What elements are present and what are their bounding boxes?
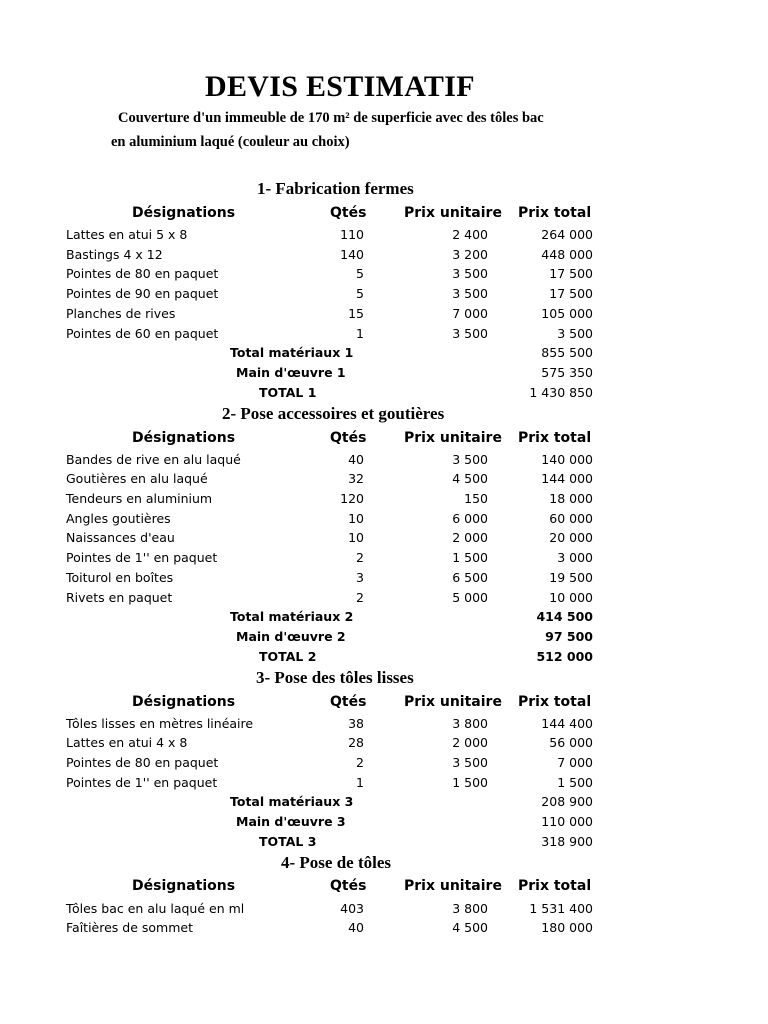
header-prix-unitaire: Prix unitaire — [404, 694, 502, 710]
main-oeuvre-row — [0, 814, 768, 833]
qte: 110 — [340, 227, 364, 242]
table-row — [0, 775, 768, 794]
qte: 40 — [348, 452, 364, 467]
qte: 5 — [356, 286, 364, 301]
header-prix-unitaire: Prix unitaire — [404, 430, 502, 446]
qte: 403 — [340, 901, 364, 916]
prix-total: 19 500 — [549, 570, 593, 585]
table-row — [0, 471, 768, 490]
qte: 2 — [356, 550, 364, 565]
qte: 140 — [340, 247, 364, 262]
prix-total: 448 000 — [541, 247, 593, 262]
total-label: TOTAL 2 — [259, 649, 317, 664]
prix-unitaire: 1 500 — [452, 775, 488, 790]
table-row — [0, 570, 768, 589]
designation: Toiturol en boîtes — [66, 570, 174, 585]
prix-unitaire: 3 500 — [452, 326, 488, 341]
designation: Pointes de 1'' en paquet — [66, 775, 218, 790]
prix-total: 105 000 — [541, 306, 593, 321]
header-qtes: Qtés — [330, 694, 367, 710]
total-label: Main d'œuvre 1 — [236, 365, 346, 380]
total-row — [0, 649, 768, 668]
section-3-header — [0, 694, 768, 713]
table-row — [0, 286, 768, 305]
total-label: Total matériaux 1 — [230, 345, 354, 360]
prix-unitaire: 3 500 — [452, 266, 488, 281]
total-label: TOTAL 1 — [259, 385, 317, 400]
total-value: 512 000 — [536, 649, 593, 664]
prix-unitaire: 6 000 — [452, 511, 488, 526]
prix-total: 7 000 — [557, 755, 593, 770]
total-value: 208 900 — [541, 794, 593, 809]
prix-unitaire: 6 500 — [452, 570, 488, 585]
designation: Faîtières de sommet — [66, 920, 193, 935]
qte: 1 — [356, 326, 364, 341]
prix-unitaire: 7 000 — [452, 306, 488, 321]
designation: Rivets en paquet — [66, 590, 173, 605]
designation: Pointes de 1'' en paquet — [66, 550, 218, 565]
total-materiaux-row — [0, 345, 768, 364]
prix-total: 3 000 — [557, 550, 593, 565]
designation: Goutières en alu laqué — [66, 471, 208, 486]
prix-unitaire: 3 800 — [452, 901, 488, 916]
prix-unitaire: 2 400 — [452, 227, 488, 242]
table-row — [0, 920, 768, 939]
prix-total: 60 000 — [549, 511, 593, 526]
prix-unitaire: 4 500 — [452, 920, 488, 935]
total-value: 318 900 — [541, 834, 593, 849]
table-row — [0, 755, 768, 774]
prix-total: 1 500 — [557, 775, 593, 790]
page-title: DEVIS ESTIMATIF — [205, 70, 475, 103]
designation: Bastings 4 x 12 — [66, 247, 163, 262]
designation: Pointes de 80 en paquet — [66, 755, 219, 770]
table-row — [0, 452, 768, 471]
total-label: Main d'œuvre 2 — [236, 629, 346, 644]
total-value: 855 500 — [541, 345, 593, 360]
total-label: Total matériaux 2 — [230, 609, 354, 624]
prix-total: 264 000 — [541, 227, 593, 242]
qte: 38 — [348, 716, 364, 731]
total-row — [0, 385, 768, 404]
qte: 5 — [356, 266, 364, 281]
prix-total: 17 500 — [549, 266, 593, 281]
section-1-header — [0, 205, 768, 224]
header-prix-total: Prix total — [518, 205, 592, 221]
prix-total: 180 000 — [541, 920, 593, 935]
prix-total: 144 400 — [541, 716, 593, 731]
total-value: 1 430 850 — [529, 385, 593, 400]
designation: Tôles lisses en mètres linéaire — [66, 716, 254, 731]
table-row — [0, 227, 768, 246]
designation: Lattes en atui 4 x 8 — [66, 735, 188, 750]
qte: 2 — [356, 590, 364, 605]
prix-unitaire: 2 000 — [452, 735, 488, 750]
section-4-header — [0, 878, 768, 897]
table-row — [0, 326, 768, 345]
prix-unitaire: 2 000 — [452, 530, 488, 545]
prix-unitaire: 3 200 — [452, 247, 488, 262]
prix-unitaire: 3 500 — [452, 452, 488, 467]
total-value: 97 500 — [545, 629, 593, 644]
prix-unitaire: 1 500 — [452, 550, 488, 565]
main-oeuvre-row — [0, 629, 768, 648]
header-designations: Désignations — [132, 205, 236, 221]
section-2-header — [0, 430, 768, 449]
qte: 32 — [348, 471, 364, 486]
designation: Bandes de rive en alu laqué — [66, 452, 241, 467]
qte: 1 — [356, 775, 364, 790]
prix-total: 1 531 400 — [529, 901, 593, 916]
table-row — [0, 901, 768, 920]
designation: Tôles bac en alu laqué en ml — [66, 901, 245, 916]
total-label: Main d'œuvre 3 — [236, 814, 346, 829]
prix-total: 17 500 — [549, 286, 593, 301]
table-row — [0, 247, 768, 266]
table-row — [0, 511, 768, 530]
designation: Pointes de 90 en paquet — [66, 286, 219, 301]
designation: Pointes de 60 en paquet — [66, 326, 219, 341]
total-value: 414 500 — [536, 609, 593, 624]
total-label: Total matériaux 3 — [230, 794, 354, 809]
designation: Tendeurs en aluminium — [66, 491, 213, 506]
qte: 2 — [356, 755, 364, 770]
qte: 15 — [348, 306, 364, 321]
prix-unitaire: 4 500 — [452, 471, 488, 486]
header-designations: Désignations — [132, 430, 236, 446]
designation: Angles goutières — [66, 511, 171, 526]
prix-total: 144 000 — [541, 471, 593, 486]
qte: 10 — [348, 511, 364, 526]
qte: 40 — [348, 920, 364, 935]
table-row — [0, 735, 768, 754]
total-materiaux-row — [0, 609, 768, 628]
table-row — [0, 716, 768, 735]
qte: 3 — [356, 570, 364, 585]
header-qtes: Qtés — [330, 878, 367, 894]
table-row — [0, 266, 768, 285]
header-designations: Désignations — [132, 694, 236, 710]
section-1-title: 1- Fabrication fermes — [257, 179, 414, 198]
header-prix-total: Prix total — [518, 878, 592, 894]
section-3-title: 3- Pose des tôles lisses — [256, 668, 414, 687]
section-2-title: 2- Pose accessoires et goutières — [222, 404, 445, 423]
prix-total: 140 000 — [541, 452, 593, 467]
subtitle-line-2: en aluminium laqué (couleur au choix) — [111, 134, 350, 150]
table-row — [0, 550, 768, 569]
header-qtes: Qtés — [330, 205, 367, 221]
table-row — [0, 530, 768, 549]
header-prix-unitaire: Prix unitaire — [404, 205, 502, 221]
qte: 10 — [348, 530, 364, 545]
table-row — [0, 590, 768, 609]
prix-unitaire: 3 800 — [452, 716, 488, 731]
header-qtes: Qtés — [330, 430, 367, 446]
total-row — [0, 834, 768, 853]
designation: Pointes de 80 en paquet — [66, 266, 219, 281]
prix-total: 56 000 — [549, 735, 593, 750]
total-value: 575 350 — [541, 365, 593, 380]
main-oeuvre-row — [0, 365, 768, 384]
header-prix-total: Prix total — [518, 694, 592, 710]
prix-total: 18 000 — [549, 491, 593, 506]
prix-total: 3 500 — [557, 326, 593, 341]
total-materiaux-row — [0, 794, 768, 813]
prix-unitaire: 5 000 — [452, 590, 488, 605]
qte: 120 — [340, 491, 364, 506]
qte: 28 — [348, 735, 364, 750]
table-row — [0, 491, 768, 510]
prix-unitaire: 150 — [464, 491, 488, 506]
total-value: 110 000 — [541, 814, 593, 829]
header-designations: Désignations — [132, 878, 236, 894]
prix-total: 10 000 — [549, 590, 593, 605]
header-prix-unitaire: Prix unitaire — [404, 878, 502, 894]
total-label: TOTAL 3 — [259, 834, 317, 849]
section-4-title: 4- Pose de tôles — [281, 853, 392, 872]
designation: Lattes en atui 5 x 8 — [66, 227, 188, 242]
prix-unitaire: 3 500 — [452, 755, 488, 770]
table-row — [0, 306, 768, 325]
designation: Naissances d'eau — [66, 530, 175, 545]
header-prix-total: Prix total — [518, 430, 592, 446]
designation: Planches de rives — [66, 306, 176, 321]
subtitle-line-1: Couverture d'un immeuble de 170 m² de superficie avec des tôles bac — [118, 110, 544, 126]
prix-total: 20 000 — [549, 530, 593, 545]
prix-unitaire: 3 500 — [452, 286, 488, 301]
